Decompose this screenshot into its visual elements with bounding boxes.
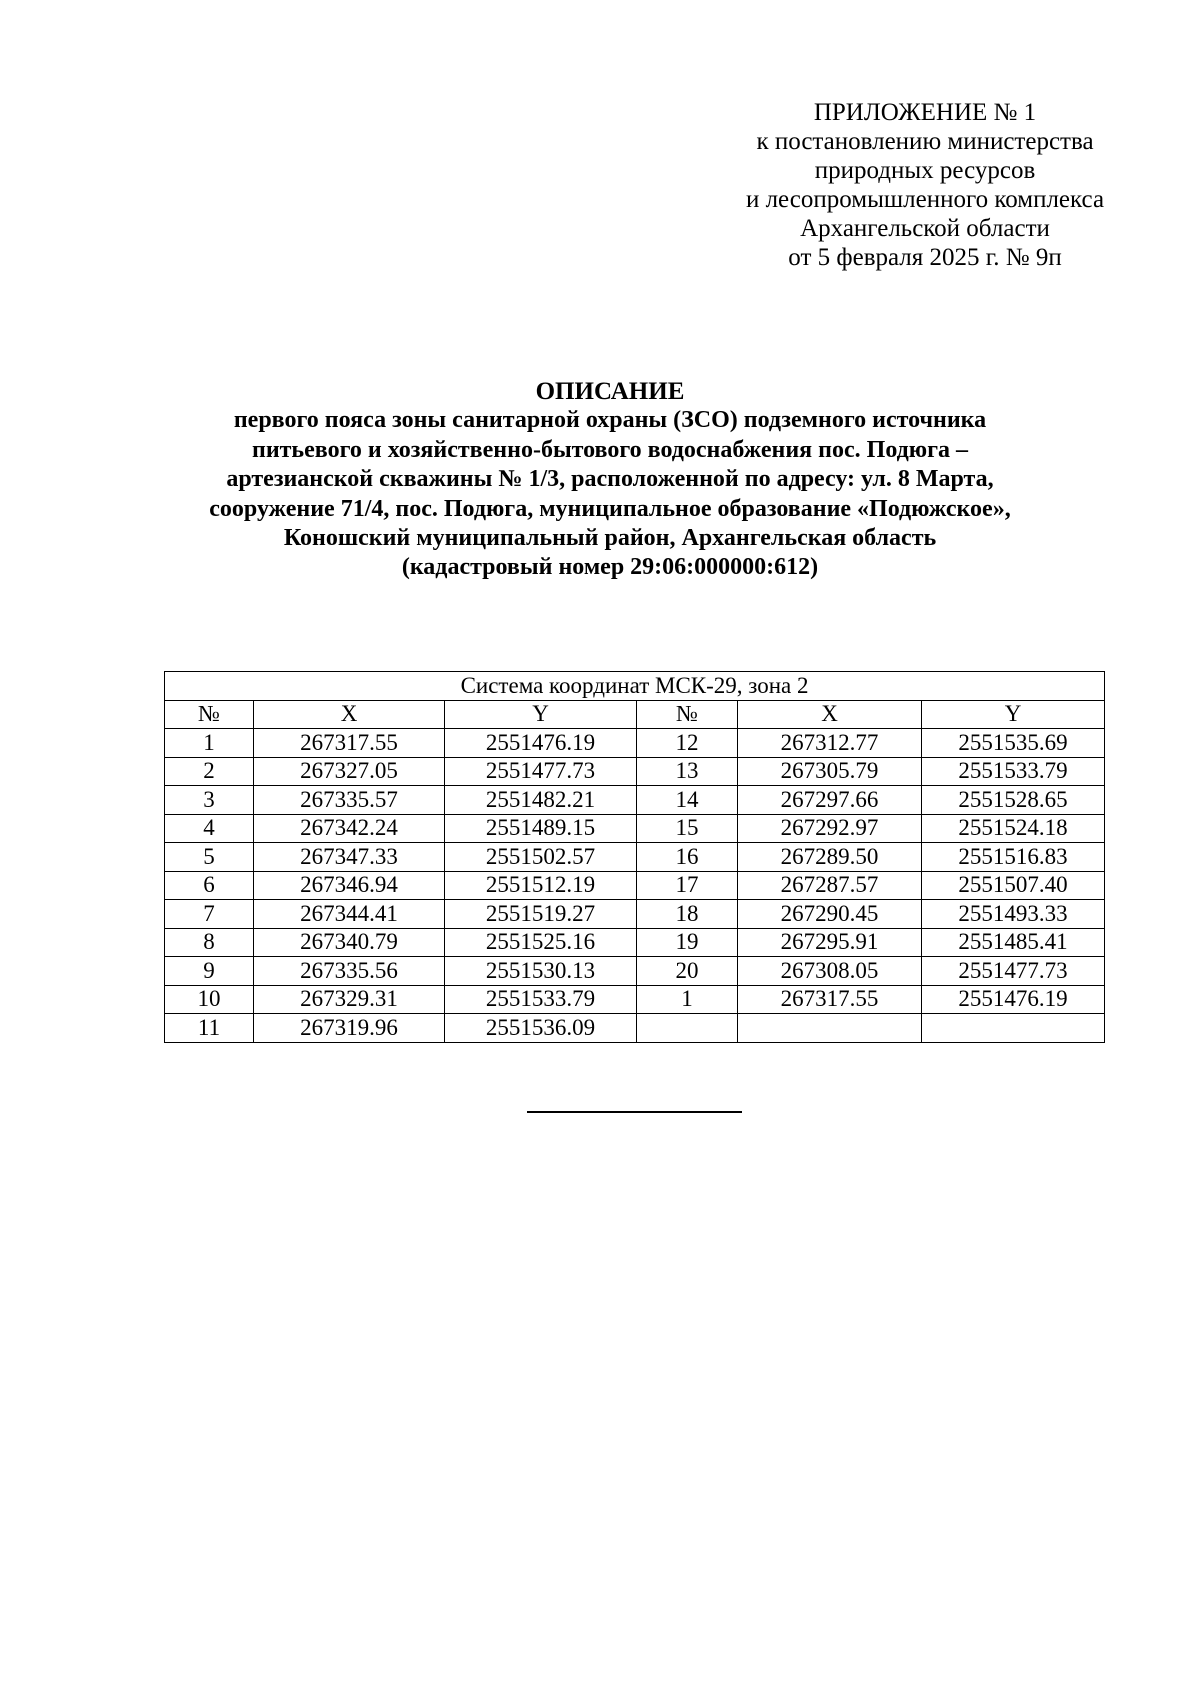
x-coordinate-cell: 267289.50: [738, 843, 922, 872]
point-number-cell: 15: [637, 814, 738, 843]
y-coordinate-cell: 2551477.73: [922, 957, 1105, 986]
table-row: [165, 1014, 1105, 1043]
point-number-cell: 18: [637, 900, 738, 929]
x-coordinate-cell: 267329.31: [254, 985, 445, 1014]
appendix-line: природных ресурсов: [814, 157, 1036, 184]
table-row: [165, 928, 1105, 957]
table-row: [165, 729, 1105, 758]
table-row: [165, 957, 1105, 986]
column-header-y: Y: [445, 700, 637, 729]
x-coordinate-cell: 267290.45: [738, 900, 922, 929]
table-row: [165, 786, 1105, 815]
point-number-cell: 13: [637, 757, 738, 786]
description-cadastral-number: (кадастровый номер 29:06:000000:612): [401, 554, 819, 581]
point-number-cell: 4: [165, 814, 254, 843]
point-number-cell: 2: [165, 757, 254, 786]
y-coordinate-cell: 2551528.65: [922, 786, 1105, 815]
point-number-cell: [637, 1014, 738, 1043]
y-coordinate-cell: 2551533.79: [922, 757, 1105, 786]
x-coordinate-cell: 267305.79: [738, 757, 922, 786]
table-row: [165, 757, 1105, 786]
x-coordinate-cell: 267327.05: [254, 757, 445, 786]
point-number-cell: 12: [637, 729, 738, 758]
x-coordinate-cell: 267347.33: [254, 843, 445, 872]
point-number-cell: 16: [637, 843, 738, 872]
column-header-x: X: [254, 700, 445, 729]
description-line: первого пояса зоны санитарной охраны (ЗСО) подземного источника: [233, 407, 987, 434]
description-line: артезианской скважины № 1/3, расположенной по адресу: ул. 8 Марта,: [226, 466, 994, 493]
table-row: [165, 814, 1105, 843]
x-coordinate-cell: 267344.41: [254, 900, 445, 929]
table-row: [165, 985, 1105, 1014]
table-row: [165, 871, 1105, 900]
description-block: [100, 377, 1120, 583]
description-heading: ОПИСАНИЕ: [535, 378, 685, 405]
description-line: сооружение 71/4, пос. Подюга, муниципальное образование «Подюжское»,: [209, 495, 1011, 522]
point-number-cell: 14: [637, 786, 738, 815]
y-coordinate-cell: 2551476.19: [445, 729, 637, 758]
table-row: [165, 900, 1105, 929]
x-coordinate-cell: 267317.55: [254, 729, 445, 758]
y-coordinate-cell: 2551525.16: [445, 928, 637, 957]
point-number-cell: 1: [165, 729, 254, 758]
column-header-y: Y: [922, 700, 1105, 729]
x-coordinate-cell: 267340.79: [254, 928, 445, 957]
column-header-number: №: [637, 700, 738, 729]
y-coordinate-cell: 2551536.09: [445, 1014, 637, 1043]
point-number-cell: 11: [165, 1014, 254, 1043]
appendix-block: [700, 98, 1150, 272]
coordinates-table-body: [165, 672, 1105, 1043]
x-coordinate-cell: 267335.57: [254, 786, 445, 815]
point-number-cell: 19: [637, 928, 738, 957]
y-coordinate-cell: 2551477.73: [445, 757, 637, 786]
column-header-number: №: [165, 700, 254, 729]
point-number-cell: 9: [165, 957, 254, 986]
x-coordinate-cell: 267335.56: [254, 957, 445, 986]
y-coordinate-cell: 2551530.13: [445, 957, 637, 986]
column-header-x: X: [738, 700, 922, 729]
x-coordinate-cell: 267317.55: [738, 985, 922, 1014]
point-number-cell: 10: [165, 985, 254, 1014]
y-coordinate-cell: 2551502.57: [445, 843, 637, 872]
appendix-title: ПРИЛОЖЕНИЕ № 1: [813, 99, 1037, 126]
point-number-cell: 7: [165, 900, 254, 929]
x-coordinate-cell: [738, 1014, 922, 1043]
y-coordinate-cell: 2551535.69: [922, 729, 1105, 758]
y-coordinate-cell: 2551507.40: [922, 871, 1105, 900]
y-coordinate-cell: 2551516.83: [922, 843, 1105, 872]
table-caption-row: [165, 672, 1105, 701]
x-coordinate-cell: 267287.57: [738, 871, 922, 900]
x-coordinate-cell: 267297.66: [738, 786, 922, 815]
appendix-line: к постановлению министерства: [756, 128, 1094, 155]
point-number-cell: 3: [165, 786, 254, 815]
y-coordinate-cell: [922, 1014, 1105, 1043]
description-line: питьевого и хозяйственно-бытового водоснабжения пос. Подюга –: [251, 436, 968, 463]
x-coordinate-cell: 267342.24: [254, 814, 445, 843]
x-coordinate-cell: 267295.91: [738, 928, 922, 957]
y-coordinate-cell: 2551493.33: [922, 900, 1105, 929]
point-number-cell: 20: [637, 957, 738, 986]
appendix-date: от 5 февраля 2025 г. № 9п: [788, 244, 1062, 271]
y-coordinate-cell: 2551512.19: [445, 871, 637, 900]
x-coordinate-cell: 267308.05: [738, 957, 922, 986]
appendix-line: и лесопромышленного комплекса: [745, 186, 1105, 213]
y-coordinate-cell: 2551524.18: [922, 814, 1105, 843]
coordinates-table: [164, 671, 1105, 1043]
description-line: Коношский муниципальный район, Архангельская область: [283, 525, 937, 552]
point-number-cell: 5: [165, 843, 254, 872]
appendix-line: Архангельской области: [800, 215, 1050, 242]
x-coordinate-cell: 267319.96: [254, 1014, 445, 1043]
point-number-cell: 17: [637, 871, 738, 900]
y-coordinate-cell: 2551489.15: [445, 814, 637, 843]
x-coordinate-cell: 267312.77: [738, 729, 922, 758]
y-coordinate-cell: 2551519.27: [445, 900, 637, 929]
y-coordinate-cell: 2551533.79: [445, 985, 637, 1014]
point-number-cell: 8: [165, 928, 254, 957]
y-coordinate-cell: 2551485.41: [922, 928, 1105, 957]
point-number-cell: 1: [637, 985, 738, 1014]
table-caption: Система координат МСК-29, зона 2: [165, 672, 1105, 701]
point-number-cell: 6: [165, 871, 254, 900]
x-coordinate-cell: 267292.97: [738, 814, 922, 843]
table-row: [165, 843, 1105, 872]
y-coordinate-cell: 2551476.19: [922, 985, 1105, 1014]
x-coordinate-cell: 267346.94: [254, 871, 445, 900]
y-coordinate-cell: 2551482.21: [445, 786, 637, 815]
closing-divider: [527, 1111, 742, 1113]
table-header-row: [165, 700, 1105, 729]
